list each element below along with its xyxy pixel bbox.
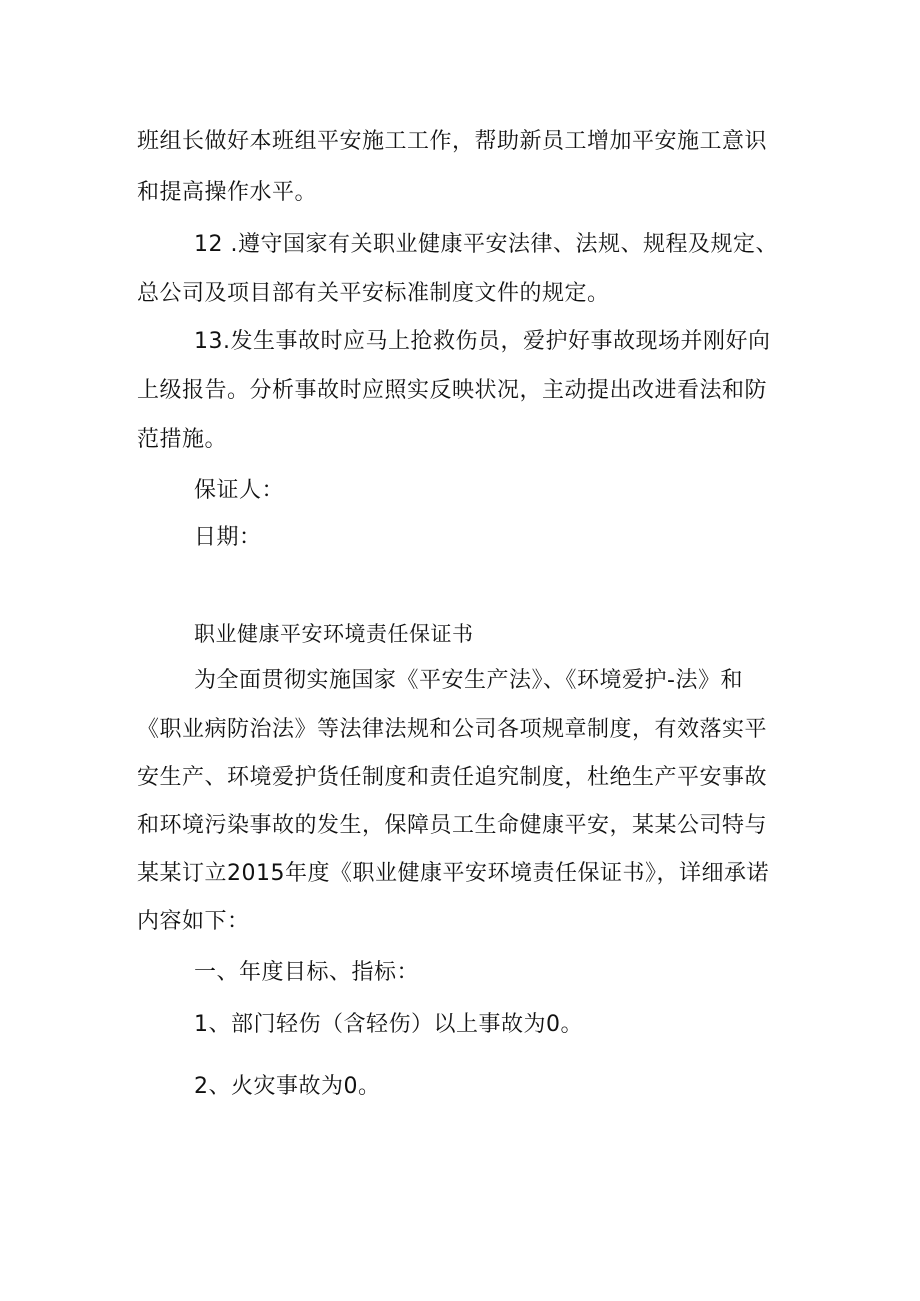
section-title: 职业健康平安环境责任保证书 xyxy=(194,622,474,646)
intro-line: 《职业病防治法》等法律法规和公司各项规章制度，有效落实平 xyxy=(137,717,768,742)
guarantor-label: 保证人： xyxy=(194,478,285,503)
date-label: 日期： xyxy=(194,525,262,550)
paragraph-line: 范措施。 xyxy=(137,427,228,452)
intro-line: 安生产、环境爱护货任制度和责任追究制度，杜绝生产平安事故 xyxy=(137,765,768,790)
clause-13-line: 13.发生事故时应马上抢救伤员，爱护好事故现场并刚好向 xyxy=(194,329,771,354)
paragraph-line: 总公司及项目部有关平安标准制度文件的规定。 xyxy=(137,281,610,306)
clause-12-line: 12 .遵守国家有关职业健康平安法律、法规、规程及规定、 xyxy=(194,232,778,257)
intro-line: 为全面贯彻实施国家《平安生产法》、《环境爱护-法》和 xyxy=(194,668,743,693)
target-item-2: 2、火灾事故为0。 xyxy=(194,1074,381,1099)
intro-line: 和环境污染事故的发生，保障员工生命健康平安，某某公司特与 xyxy=(137,813,768,838)
paragraph-line: 班组长做好本班组平安施工工作，帮助新员工增加平安施工意识 xyxy=(137,129,768,154)
target-item-1: 1、部门轻伤（含轻伤）以上事故为0。 xyxy=(194,1012,583,1037)
heading-annual-targets: 一、年度目标、指标： xyxy=(194,960,420,985)
intro-line: 某某订立2015年度《职业健康平安环境责任保证书》，详细承诺 xyxy=(137,861,769,886)
paragraph-line: 上级报告。分析事故时应照实反映状况，主动提出改进看法和防 xyxy=(137,378,768,403)
paragraph-line: 和提高操作水平。 xyxy=(137,180,318,205)
intro-line: 内容如下： xyxy=(137,909,250,934)
